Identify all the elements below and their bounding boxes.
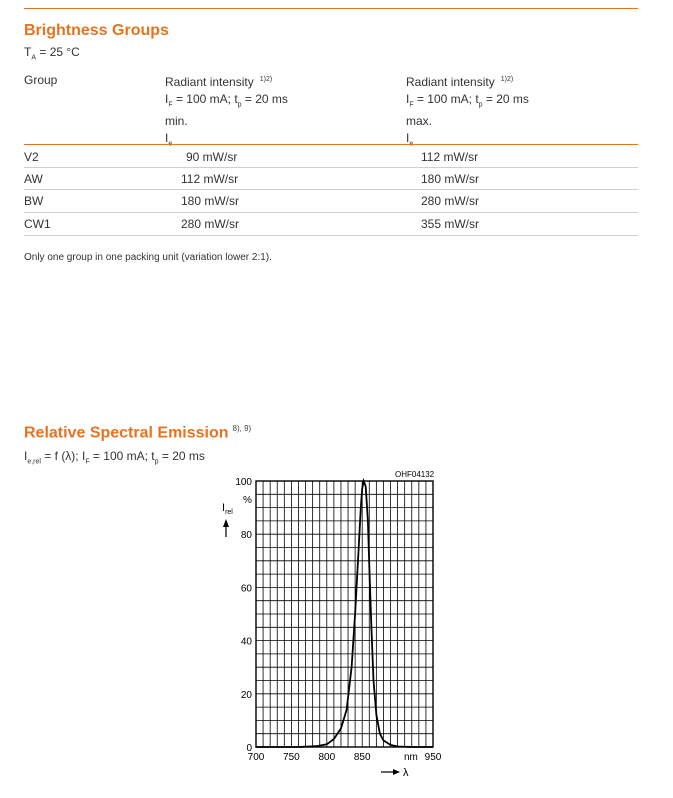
chart-grid: [256, 481, 433, 747]
x-tick-label: 850: [353, 752, 371, 763]
ambient-temperature-condition: $T_A = 25$ °C: [24, 45, 80, 62]
min-intensity-header: Radiant intensity $^{1)2)}$ $I_F = 100$ mA; $t_p = 20$ ms min. $I_e$: [165, 75, 288, 148]
y-unit: %: [243, 495, 252, 506]
y-tick-label: 80: [240, 530, 252, 542]
row-max: 112 mW/sr: [421, 150, 479, 164]
group-header: Group: [24, 73, 58, 87]
packing-note: Only one group in one packing unit (variation lower 2:1).: [24, 252, 272, 263]
row-max: 180 mW/sr: [421, 172, 480, 186]
row-min: 180 mW/sr: [181, 194, 240, 208]
row-group: BW: [24, 194, 44, 208]
y-tick-label: 0: [246, 743, 252, 754]
spectral-title: Relative Spectral Emission $^{8), 9)}$: [24, 424, 252, 442]
row-min: 90 mW/sr: [186, 150, 238, 164]
row-max: 355 mW/sr: [421, 217, 480, 231]
row-group: CW1: [24, 217, 51, 231]
row-min: 112 mW/sr: [181, 172, 239, 186]
y-axis-label: $I_{rel}$: [222, 502, 233, 516]
x-axis-label: λ: [403, 767, 409, 779]
y-axis-arrowhead: [223, 519, 229, 527]
spectral-condition: $I_{e,rel} = f$ (λ); $I_F = 100$ mA; $t_p = 20$ ms: [24, 449, 205, 466]
brightness-title: Brightness Groups: [24, 22, 169, 39]
x-tick-label: 750: [283, 752, 300, 763]
y-tick-label: 40: [240, 636, 252, 648]
x-unit: nm: [404, 752, 418, 763]
x-tick-label: 950: [424, 752, 442, 763]
row-max: 280 mW/sr: [421, 194, 480, 208]
figure-code: OHF04132: [395, 470, 435, 479]
row-group: AW: [24, 172, 43, 186]
y-tick-label: 60: [240, 583, 252, 595]
x-axis-arrowhead: [393, 769, 400, 775]
x-tick-label: 700: [247, 752, 265, 763]
x-tick-label: 800: [318, 752, 336, 763]
y-tick-label: 100: [235, 477, 252, 488]
max-intensity-header: Radiant intensity $^{1)2)}$ $I_F = 100$ mA; $t_p = 20$ ms max. $I_e$: [406, 75, 529, 148]
row-group: V2: [24, 150, 39, 164]
row-min: 280 mW/sr: [181, 217, 240, 231]
y-tick-label: 20: [240, 689, 252, 701]
